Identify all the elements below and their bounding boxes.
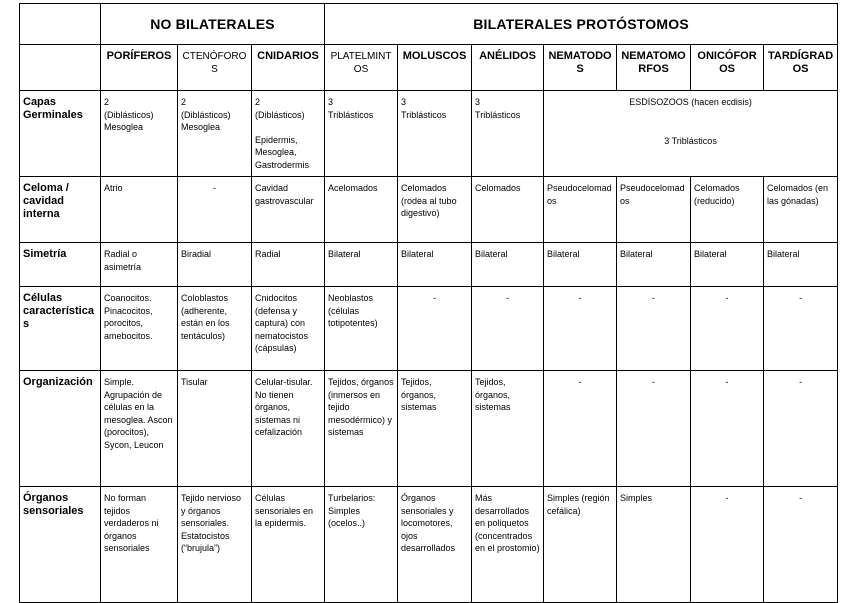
cell-capas-cnidarios: 2 (Diblásticos) Epidermis, Mesoglea, Gastrodermis <box>252 91 325 177</box>
cell-organizacion-onicoforos: - <box>691 371 764 487</box>
cell-celulas-onicoforos: - <box>691 287 764 371</box>
cell-capas-ctenoforos: 2 (Diblásticos) Mesoglea <box>178 91 252 177</box>
cell-celulas-anelidos: - <box>472 287 544 371</box>
row-label-simetria: Simetría <box>20 243 101 287</box>
table-row <box>20 487 838 603</box>
table-row <box>20 177 838 243</box>
phylum-platelmintos: PLATELMINTOS <box>325 45 398 91</box>
cell-organizacion-ctenoforos: Tisular <box>178 371 252 487</box>
cell-celoma-cnidarios: Cavidad gastrovascular <box>252 177 325 243</box>
phylum-onicoforos: ONICÓFOROS <box>691 45 764 91</box>
phylum-nematodos: NEMATODOS <box>544 45 617 91</box>
cell-celulas-poriferos: Coanocitos. Pinacocitos, porocitos, amebocitos. <box>101 287 178 371</box>
row-label-organos: Órganos sensoriales <box>20 487 101 603</box>
cell-simetria-nematomorfos: Bilateral <box>617 243 691 287</box>
cell-simetria-moluscos: Bilateral <box>398 243 472 287</box>
phylum-header-row <box>20 45 838 91</box>
cell-organos-ctenoforos: Tejido nervioso y órganos sensoriales. Estatocistos (“brujula”) <box>178 487 252 603</box>
cell-celoma-nematodos: Pseudocelomados <box>544 177 617 243</box>
cell-organos-onicoforos: - <box>691 487 764 603</box>
cell-capas-ecdisozoos <box>544 91 838 177</box>
cell-simetria-tardigrados: Bilateral <box>764 243 838 287</box>
cell-organos-cnidarios: Células sensoriales en la epidermis. <box>252 487 325 603</box>
cell-celulas-nematomorfos: - <box>617 287 691 371</box>
phylum-moluscos: MOLUSCOS <box>398 45 472 91</box>
cell-celoma-onicoforos: Celomados (reducido) <box>691 177 764 243</box>
cell-simetria-ctenoforos: Biradial <box>178 243 252 287</box>
cell-celulas-ctenoforos: Coloblastos (adherente, están en los tentáculos) <box>178 287 252 371</box>
group-header-row <box>20 4 838 45</box>
phylum-tardigrados: TARDÍGRADOS <box>764 45 838 91</box>
row-label-organizacion: Organización <box>20 371 101 487</box>
cell-organos-platelmintos: Turbelarios: Simples (ocelos..) <box>325 487 398 603</box>
cell-organizacion-platelmintos: Tejidos, órganos (inmersos en tejido mesodérmico) y sistemas <box>325 371 398 487</box>
ecdisozoos-layers: 3 Triblásticos <box>664 135 717 146</box>
cell-celoma-nematomorfos: Pseudocelomados <box>617 177 691 243</box>
cell-celulas-moluscos: - <box>398 287 472 371</box>
row-label-celulas: Células características <box>20 287 101 371</box>
row-label-capas: Capas Germinales <box>20 91 101 177</box>
cell-organizacion-moluscos: Tejidos, órganos, sistemas <box>398 371 472 487</box>
cell-organos-moluscos: Órganos sensoriales y locomotores, ojos desarrollados <box>398 487 472 603</box>
group-no-bilaterales: NO BILATERALES <box>101 4 325 45</box>
table-row <box>20 287 838 371</box>
phylum-ctenoforos: CTENÓFOROS <box>178 45 252 91</box>
cell-capas-anelidos: 3 Triblásticos <box>472 91 544 177</box>
cell-organizacion-anelidos: Tejidos, órganos, sistemas <box>472 371 544 487</box>
cell-simetria-nematodos: Bilateral <box>544 243 617 287</box>
cell-organizacion-nematomorfos: - <box>617 371 691 487</box>
cell-celoma-ctenoforos: - <box>178 177 252 243</box>
cell-celoma-tardigrados: Celomados (en las gónadas) <box>764 177 838 243</box>
cell-celoma-poriferos: Atrio <box>101 177 178 243</box>
cell-celulas-tardigrados: - <box>764 287 838 371</box>
cell-organizacion-poriferos: Simple. Agrupación de células en la mesoglea. Ascon (porocitos), Sycon, Leucon <box>101 371 178 487</box>
cell-capas-moluscos: 3 Triblásticos <box>398 91 472 177</box>
cell-celoma-platelmintos: Acelomados <box>325 177 398 243</box>
cell-celulas-nematodos: - <box>544 287 617 371</box>
cell-simetria-poriferos: Radial o asimetría <box>101 243 178 287</box>
cell-capas-poriferos: 2 (Diblásticos) Mesoglea <box>101 91 178 177</box>
cell-organos-nematodos: Simples (región cefálica) <box>544 487 617 603</box>
phylum-poriferos: PORÍFEROS <box>101 45 178 91</box>
corner-cell <box>20 4 101 45</box>
cell-organizacion-tardigrados: - <box>764 371 838 487</box>
cell-celulas-cnidarios: Cnidocitos (defensa y captura) con nematocistos (cápsulas) <box>252 287 325 371</box>
cell-celoma-anelidos: Celomados <box>472 177 544 243</box>
cell-celoma-moluscos: Celomados (rodea al tubo digestivo) <box>398 177 472 243</box>
phylum-nematomorfos: NEMATOMORFOS <box>617 45 691 91</box>
cell-organos-nematomorfos: Simples <box>617 487 691 603</box>
comparison-table <box>19 3 838 603</box>
cell-simetria-cnidarios: Radial <box>252 243 325 287</box>
cell-organos-poriferos: No forman tejidos verdaderos ni órganos sensoriales <box>101 487 178 603</box>
cell-simetria-anelidos: Bilateral <box>472 243 544 287</box>
cell-capas-platelmintos: 3 Triblásticos <box>325 91 398 177</box>
phylum-anelidos: ANÉLIDOS <box>472 45 544 91</box>
cell-organos-tardigrados: - <box>764 487 838 603</box>
table-row <box>20 243 838 287</box>
cell-simetria-platelmintos: Bilateral <box>325 243 398 287</box>
group-bilaterales: BILATERALES PROTÓSTOMOS <box>325 4 838 45</box>
table-row <box>20 371 838 487</box>
table-row <box>20 91 838 177</box>
corner-cell-2 <box>20 45 101 91</box>
cell-organos-anelidos: Más desarrollados en poliquetos (concentrados en el prostomio) <box>472 487 544 603</box>
cell-organizacion-cnidarios: Celular-tisular. No tienen órganos, sistemas ni cefalización <box>252 371 325 487</box>
phylum-cnidarios: CNIDARIOS <box>252 45 325 91</box>
cell-organizacion-nematodos: - <box>544 371 617 487</box>
ecdisozoos-label: ESDISOZOOS (hacen ecdisis) <box>629 97 752 107</box>
cell-simetria-onicoforos: Bilateral <box>691 243 764 287</box>
row-label-celoma: Celoma / cavidad interna <box>20 177 101 243</box>
cell-celulas-platelmintos: Neoblastos (células totipotentes) <box>325 287 398 371</box>
